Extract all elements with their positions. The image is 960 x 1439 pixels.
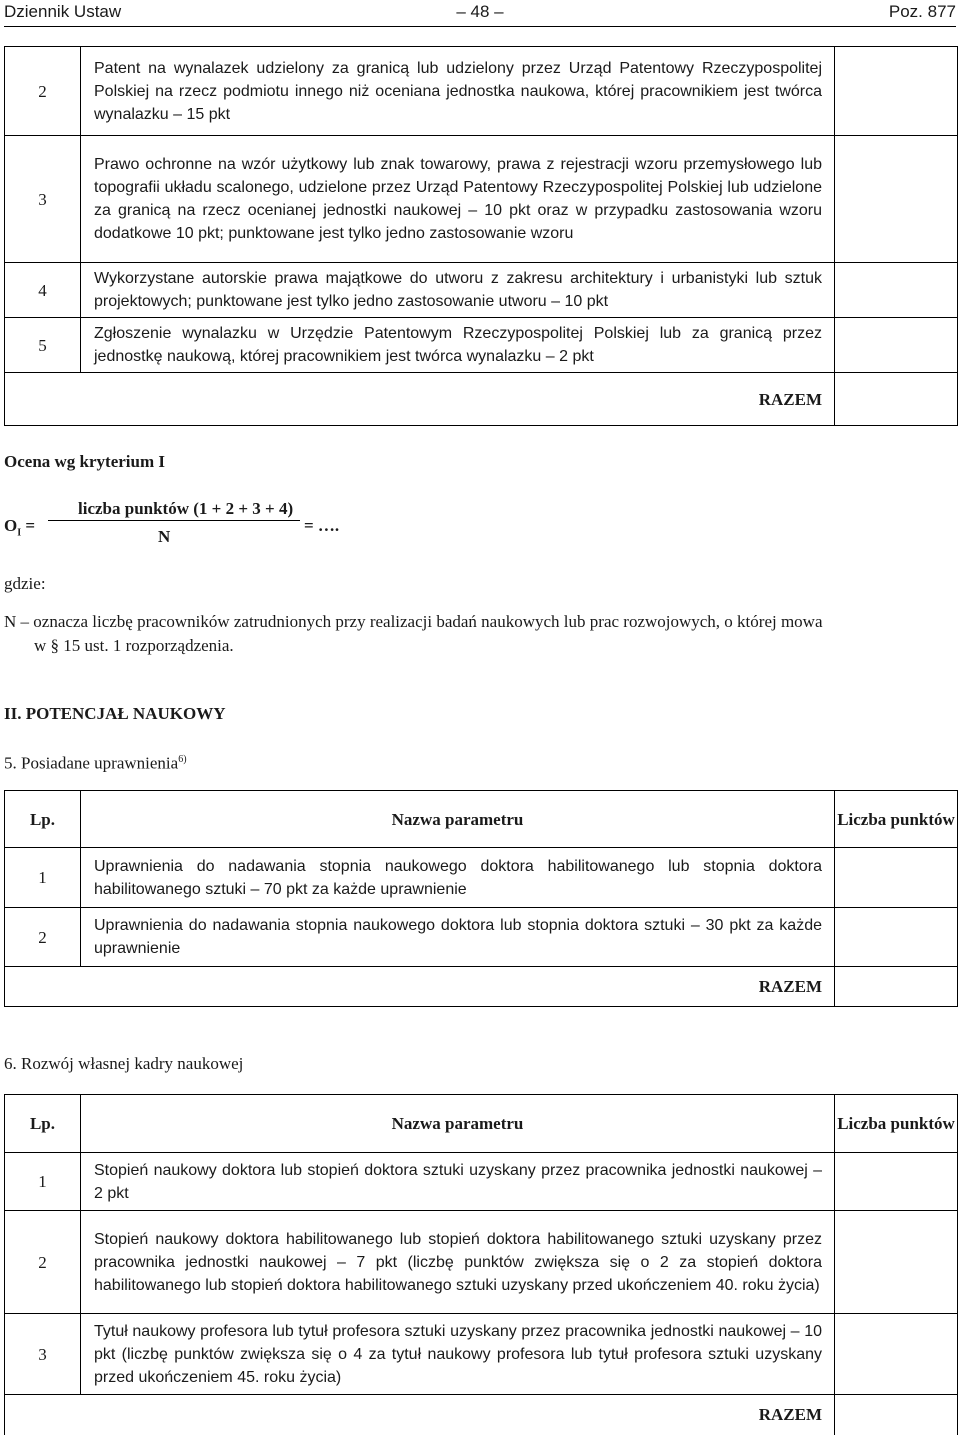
header-row	[5, 791, 958, 848]
row-description: Stopień naukowy doktora lub stopień doktora sztuki uzyskany przez pracownika jednostki naukowej – 2 pkt	[81, 1153, 835, 1211]
where-label: gdzie:	[4, 574, 46, 593]
footnote-ref: 6)	[178, 754, 187, 765]
table-row	[5, 263, 958, 318]
points-cell[interactable]	[835, 908, 958, 967]
formula-result: = ….	[304, 516, 340, 535]
definition-line-cont: w § 15 ust. 1 rozporządzenia.	[34, 636, 234, 655]
row-number: 5	[5, 318, 81, 373]
row-description: Patent na wynalazek udzielony za granicą lub udzielony przez Urząd Patentowy Rzeczypospolitej Polskiej na rzecz podmiotu innego niż oceniana jednostka naukowa, której pracownikiem jest twórca wynalazku – 15 pkt	[81, 47, 835, 136]
row-description: Tytuł naukowy profesora lub tytuł profesora sztuki uzyskany przez pracownika jednostki naukowej – 10 pkt (liczbę punktów zwiększa się o 4 za tytuł naukowy profesora lub tytuł profesora sztuki uzyskany przed ukończeniem 45. roku życia)	[81, 1314, 835, 1395]
row-description: Zgłoszenie wynalazku w Urzędzie Patentowym Rzeczypospolitej Polskiej lub za granicą przez jednostkę naukową, której pracownikiem jest twórca wynalazku – 2 pkt	[81, 318, 835, 373]
points-cell[interactable]	[835, 47, 958, 136]
row-number: 1	[5, 1153, 81, 1211]
points-cell[interactable]	[835, 1211, 958, 1314]
row-number: 1	[5, 848, 81, 908]
journal-title: Dziennik Ustaw	[4, 2, 122, 21]
formula-lhs	[4, 514, 35, 544]
assessment-heading: Ocena wg kryterium I	[4, 452, 166, 471]
staff-development-table	[4, 1094, 958, 1435]
table-row	[5, 47, 958, 136]
total-points-cell[interactable]	[835, 967, 958, 1007]
total-label: RAZEM	[5, 373, 835, 426]
table-row	[5, 1153, 958, 1211]
page-header	[4, 0, 956, 27]
total-row	[5, 967, 958, 1007]
row-number: 2	[5, 908, 81, 967]
header-name: Nazwa parametru	[81, 1095, 835, 1153]
row-number: 3	[5, 1314, 81, 1395]
header-name: Nazwa parametru	[81, 791, 835, 848]
table-row	[5, 318, 958, 373]
table-row	[5, 1314, 958, 1395]
header-lp: Lp.	[5, 791, 81, 848]
section-title: II. POTENCJAŁ NAUKOWY	[4, 704, 226, 723]
subsection-title-text: 5. Posiadane uprawnienia	[4, 753, 179, 773]
header-points: Liczba punktów	[835, 791, 958, 848]
subsection-title: 6. Rozwój własnej kadry naukowej	[4, 1054, 244, 1073]
total-row	[5, 1395, 958, 1435]
table-row	[5, 136, 958, 263]
total-points-cell[interactable]	[835, 1395, 958, 1435]
row-description: Uprawnienia do nadawania stopnia naukowego doktora habilitowanego lub stopnia doktora habilitowanego sztuki – 70 pkt za każde uprawnienie	[81, 848, 835, 908]
points-cell[interactable]	[835, 1153, 958, 1211]
row-description: Stopień naukowy doktora habilitowanego lub stopień doktora habilitowanego sztuki uzyskany przez pracownika jednostki naukowej – 7 pkt (liczbę punktów zwiększa się o 2 za stopień doktora habilitowanego lub stopień doktora habilitowanego sztuki uzyskany przed ukończeniem 40. roku życia)	[81, 1211, 835, 1314]
qualifications-table	[4, 790, 958, 1007]
row-number: 3	[5, 136, 81, 263]
row-description: Wykorzystane autorskie prawa majątkowe do utworu z zakresu architektury i urbanistyki lub sztuk projektowych; punktowane jest tylko jedno zastosowanie utworu – 10 pkt	[81, 263, 835, 318]
page-number: – 48 –	[456, 2, 504, 21]
total-label: RAZEM	[5, 1395, 835, 1435]
subsection-title	[4, 748, 187, 775]
table-row	[5, 908, 958, 967]
row-number: 4	[5, 263, 81, 318]
total-label: RAZEM	[5, 967, 835, 1007]
formula-symbol: O	[4, 516, 18, 535]
points-cell[interactable]	[835, 263, 958, 318]
formula-equals: =	[25, 516, 36, 535]
formula-subscript: I	[17, 527, 22, 539]
row-description: Prawo ochronne na wzór użytkowy lub znak towarowy, prawa z rejestracji wzoru przemysłowego lub topografii układu scalonego, udzielone przez Urząd Patentowy Rzeczypospolitej Polskiej lub udzielone za granicą na rzecz ocenianej jednostki naukowej – 10 pkt oraz w przypadku zastosowania wzoru dodatkowe 10 pkt; punktowane jest tylko jedno zastosowanie wzoru	[81, 136, 835, 263]
total-points-cell[interactable]	[835, 373, 958, 426]
points-cell[interactable]	[835, 318, 958, 373]
total-row	[5, 373, 958, 426]
points-cell[interactable]	[835, 136, 958, 263]
position-number: Poz. 877	[888, 2, 956, 21]
fraction-bar	[48, 520, 300, 521]
row-number: 2	[5, 1211, 81, 1314]
header-row	[5, 1095, 958, 1153]
points-cell[interactable]	[835, 848, 958, 908]
definition-line: N – oznacza liczbę pracowników zatrudnionych przy realizacji badań naukowych lub prac rozwojowych, o której mowa	[4, 612, 823, 631]
header-lp: Lp.	[5, 1095, 81, 1153]
table-row	[5, 848, 958, 908]
header-points: Liczba punktów	[835, 1095, 958, 1153]
formula-numerator: liczba punktów (1 + 2 + 3 + 4)	[78, 499, 294, 518]
criteria-table-continued	[4, 46, 958, 426]
table-row	[5, 1211, 958, 1314]
row-description: Uprawnienia do nadawania stopnia naukowego doktora lub stopnia doktora sztuki – 30 pkt za każde uprawnienie	[81, 908, 835, 967]
formula-denominator: N	[158, 527, 171, 546]
row-number: 2	[5, 47, 81, 136]
points-cell[interactable]	[835, 1314, 958, 1395]
